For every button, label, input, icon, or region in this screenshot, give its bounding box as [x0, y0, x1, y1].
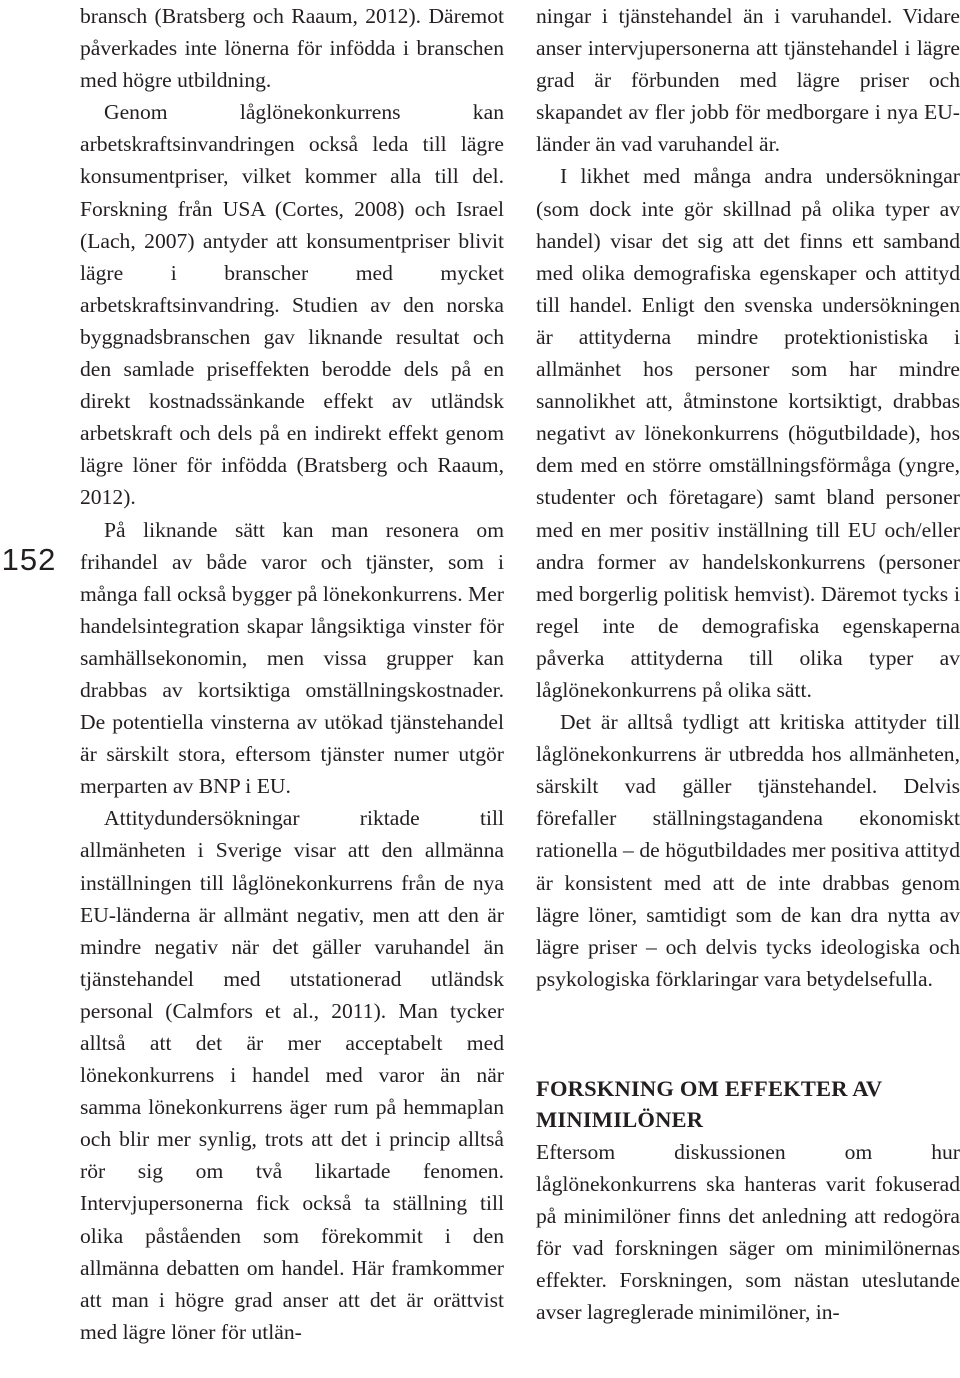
body-paragraph: Det är alltså tydligt att kritiska attityder till låglönekonkurrens är utbredda hos allmänheten, särskilt vad gäller tjänstehandel. Delvis förefaller ställningstagandena ekonomiskt rationella – de högutbildades mer positiva attityd är konsistent med att de inte drabbas genom lägre löner, samtidigt som de kan dra nytta av lägre priser – och delvis tycks ideologiska och psykologiska förklaringar vara betydelsefulla. [536, 710, 960, 991]
body-paragraph: bransch (Bratsberg och Raaum, 2012). Däremot påverkades inte lönerna för infödda i branschen med högre utbildning. [80, 4, 504, 93]
body-paragraph: På liknande sätt kan man resonera om frihandel av både varor och tjänster, som i många fall också bygger på lönekonkurrens. Mer handelsintegration skapar långsiktiga vinster för samhällsekonomin, men vissa grupper kan drabbas av kortsiktiga omställningskostnader. De potentiella vinsterna av utökad tjänstehandel är särskilt stora, eftersom tjänster numer utgör merparten av BNP i EU. [80, 517, 504, 799]
page-number: 152 [1, 542, 57, 577]
left-column [80, 0, 504, 1348]
body-paragraph: Eftersom diskussionen om hur låglönekonkurrens ska hanteras varit fokuserad på minimilöner finns det anledning att redogöra för vad forskningen säger om minimilönernas effekter. Forskningen, som nästan uteslutande avser lagreglerade minimilöner, in- [536, 1139, 960, 1325]
right-column [536, 0, 960, 1328]
body-paragraph: I likhet med många andra undersökningar (som dock inte gör skillnad på olika typer av handel) visar det sig att det finns ett samband med olika demografiska egenskaper och attityd till handel. Enligt den svenska undersökningen är attityderna mindre protektionistiska i allmänhet hos personer som har mindre sannolikhet att, åtminstone kortsiktigt, drabbas negativt av lönekonkurrens (högutbildade), hos dem med en större omställningsförmåga (yngre, studenter och företagare) samt bland personer med en mer positiv inställning till EU och/eller andra former av handelskonkurrens (personer med borgerlig politisk hemvist). Däremot tycks i regel inte de demografiska egenskaperna påverka attityderna till olika typer av låglönekonkurrens på olika sätt. [536, 164, 960, 702]
body-paragraph: Genom låglönekonkurrens kan arbetskraftsinvandringen också leda till lägre konsumentpriser, vilket kommer alla till del. Forskning från USA (Cortes, 2008) och Israel (Lach, 2007) antyder att konsumentpriser blivit lägre i branscher med mycket arbetskraftsinvandring. Studien av den norska byggnadsbranschen gav liknande resultat och den samlade priseffekten berodde dels på en direkt kostnadssänkande effekt av utländsk arbetskraft och dels på en indirekt effekt genom lägre löner för infödda (Bratsberg och Raaum, 2012). [80, 100, 504, 510]
body-paragraph: Attitydundersökningar riktade till allmänheten i Sverige visar att den allmänna inställningen till låglönekonkurrens från de nya EU-länderna är allmänt negativ, men att den är mindre negativ när det gäller varuhandel än tjänstehandel med utstationerad utländsk personal (Calmfors et al., 2011). Man tycker alltså att det är mer acceptabelt med lönekonkurrens i handel med varor än när samma lönekonkurrens äger rum på hemmaplan och blir mer synlig, trots att det i princip alltså rör sig om två likartade fenomen. Intervjupersonerna fick också ta ställning till olika påståenden som förekommit i den allmänna debatten om handel. Här framkommer att man i högre grad anser att det är orättvist med lägre löner för utlän- [80, 806, 504, 1344]
body-paragraph: ningar i tjänstehandel än i varuhandel. Vidare anser intervjupersonerna att tjänstehandel i lägre grad är förbunden med lägre priser och skapandet av fler jobb för medborgare i nya EU-länder än vad varuhandel är. [536, 4, 960, 157]
section-heading: FORSKNING OM EFFEKTER AV MINIMILÖNER [536, 1075, 882, 1133]
